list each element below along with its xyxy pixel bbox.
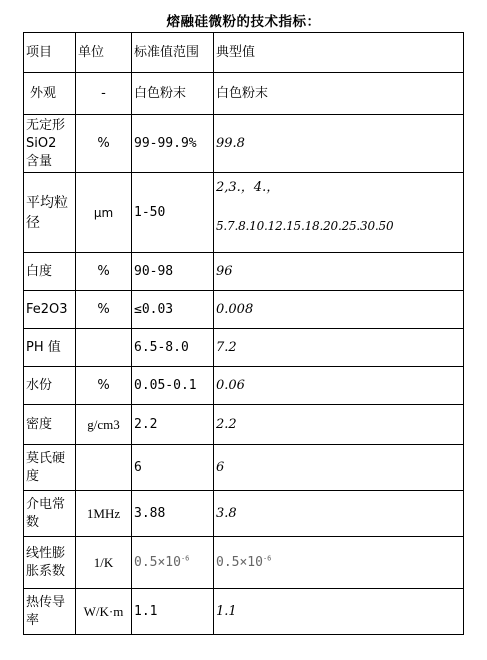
row-typ: 99.8 [214, 115, 464, 173]
row-std [132, 537, 214, 589]
std-exponent: -6 [180, 554, 190, 563]
row-item: PH 值 [24, 329, 76, 367]
row-typ: 7.2 [214, 329, 464, 367]
row-unit: W/K·m [76, 589, 132, 635]
table-row [24, 405, 464, 445]
row-item: 无定形SiO2 含量 [24, 115, 76, 173]
row-typ: 1.1 [214, 589, 464, 635]
row-item: 线性膨胀系数 [24, 537, 76, 589]
typ-line-2: 5.7.8.10.12.15.18.20.25.30.50 [216, 219, 394, 233]
row-unit: 1/K [76, 537, 132, 589]
document-title: 熔融硅微粉的技术指标： [166, 14, 321, 30]
row-item: 水份 [24, 367, 76, 405]
table-header-row [24, 33, 464, 73]
table-row [24, 329, 464, 367]
row-std: 99-99.9% [132, 115, 214, 173]
std-base: 0.5×10 [134, 554, 181, 570]
row-item: 密度 [24, 405, 76, 445]
row-typ: 2.2 [214, 405, 464, 445]
typ-exponent: -6 [262, 554, 272, 563]
row-item: 介电常数 [24, 491, 76, 537]
row-unit: 1MHz [76, 491, 132, 537]
row-std: 2.2 [132, 405, 214, 445]
row-std: ≤0.03 [132, 291, 214, 329]
row-typ: 6 [214, 445, 464, 491]
row-item: 平均粒径 [24, 173, 76, 253]
table-row [24, 367, 464, 405]
row-item: Fe2O3 [24, 291, 76, 329]
row-unit: μm [76, 173, 132, 253]
row-unit: % [76, 367, 132, 405]
row-unit: - [76, 73, 132, 115]
row-typ: 白色粉末 [214, 73, 464, 115]
row-typ [214, 537, 464, 589]
header-typ: 典型值 [214, 33, 464, 73]
row-typ [214, 173, 464, 253]
row-unit: % [76, 115, 132, 173]
row-std: 1.1 [132, 589, 214, 635]
row-std: 1-50 [132, 173, 214, 253]
row-std: 3.88 [132, 491, 214, 537]
row-std: 6.5-8.0 [132, 329, 214, 367]
table-row [24, 291, 464, 329]
header-item: 项目 [24, 33, 76, 73]
row-typ: 0.008 [214, 291, 464, 329]
row-item: 莫氏硬度 [24, 445, 76, 491]
table-row [24, 589, 464, 635]
row-unit: % [76, 291, 132, 329]
row-std: 0.05-0.1 [132, 367, 214, 405]
row-std: 90-98 [132, 253, 214, 291]
table-row [24, 115, 464, 173]
table-row [24, 445, 464, 491]
header-std: 标准值范围 [132, 33, 214, 73]
table-row [24, 491, 464, 537]
table-row [24, 253, 464, 291]
row-typ: 3.8 [214, 491, 464, 537]
row-unit: % [76, 253, 132, 291]
row-item: 外观 [24, 73, 76, 115]
table-row [24, 73, 464, 115]
row-std: 白色粉末 [132, 73, 214, 115]
row-unit [76, 445, 132, 491]
row-unit [76, 329, 132, 367]
row-item: 热传导率 [24, 589, 76, 635]
typ-base: 0.5×10 [216, 554, 263, 570]
spec-table [23, 32, 464, 635]
header-unit: 单位 [76, 33, 132, 73]
table-row [24, 173, 464, 253]
row-typ: 0.06 [214, 367, 464, 405]
row-item: 白度 [24, 253, 76, 291]
typ-line-1: 2,3.，4.， [216, 180, 280, 195]
row-std: 6 [132, 445, 214, 491]
row-typ: 96 [214, 253, 464, 291]
table-row [24, 537, 464, 589]
row-unit: g/cm3 [76, 405, 132, 445]
